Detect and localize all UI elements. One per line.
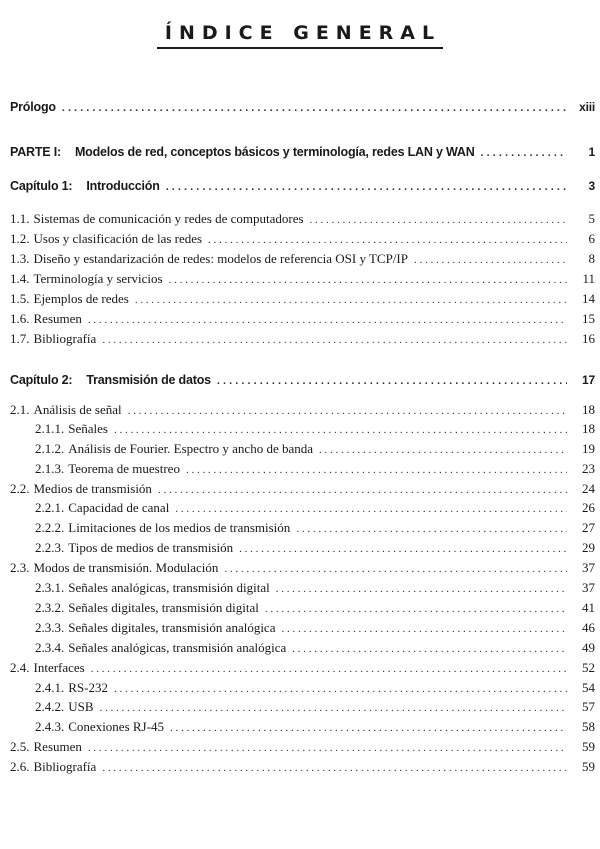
entry-title: Señales analógicas, transmisión digital (68, 580, 270, 595)
page-number: 49 (582, 640, 595, 655)
toc-subsection-entry[interactable] (10, 678, 595, 698)
entry-number: 2.3.4. (35, 640, 65, 655)
entry-title: Prólogo (10, 100, 56, 114)
toc-heading-entry[interactable] (10, 142, 595, 162)
toc-section-entry[interactable] (10, 329, 595, 349)
entry-title: Usos y clasificación de las redes (33, 231, 203, 246)
entry-title: Transmisión de datos (86, 373, 211, 387)
toc-subsection-entry[interactable] (10, 638, 595, 658)
entry-title: USB (68, 699, 94, 714)
page-number: 37 (582, 560, 595, 575)
dot-leader (217, 370, 567, 390)
toc-section-entry[interactable] (10, 658, 595, 678)
toc-subsection-entry[interactable] (10, 697, 595, 717)
entry-title: Señales analógicas, transmisión analógica (68, 640, 287, 655)
entry-number: 2.3.1. (35, 580, 65, 595)
entry-title: Interfaces (33, 660, 85, 675)
page-number: 59 (582, 739, 595, 754)
entry-number: 2.3.2. (35, 600, 65, 615)
page-number: 54 (582, 680, 595, 695)
entry-number: 2.1.1. (35, 421, 65, 436)
page-number: 11 (582, 271, 595, 286)
entry-number: Capítulo 1: (10, 179, 73, 193)
entry-number: 2.1.2. (35, 441, 65, 456)
page-number: 14 (582, 291, 595, 306)
entry-title: Sistemas de comunicación y redes de computadores (33, 211, 304, 226)
dot-leader (100, 697, 567, 717)
page-number: 37 (582, 580, 595, 595)
toc-subsection-entry[interactable] (10, 518, 595, 538)
entry-number: 1.1. (10, 211, 30, 226)
page-number: 1 (588, 145, 595, 159)
dot-leader (135, 289, 567, 309)
toc-subsection-entry[interactable] (10, 439, 595, 459)
entry-number: 2.2. (10, 481, 30, 496)
dot-leader (414, 249, 567, 269)
dot-leader (102, 329, 567, 349)
toc-section-entry[interactable] (10, 209, 595, 229)
entry-number: 2.2.2. (35, 520, 65, 535)
page-number: 59 (582, 759, 595, 774)
dot-leader (158, 479, 567, 499)
toc-subsection-entry[interactable] (10, 538, 595, 558)
entry-number: 2.4.1. (35, 680, 65, 695)
entry-number: 2.4. (10, 660, 30, 675)
entry-title: Introducción (86, 179, 160, 193)
dot-leader (239, 538, 567, 558)
toc-subsection-entry[interactable] (10, 598, 595, 618)
entry-title: Análisis de Fourier. Espectro y ancho de banda (68, 441, 314, 456)
dot-leader (186, 459, 567, 479)
page-number: 18 (582, 421, 595, 436)
dot-leader (276, 578, 567, 598)
page-number: 8 (588, 251, 595, 266)
dot-leader (224, 558, 567, 578)
page-number: 27 (582, 520, 595, 535)
entry-number: 1.2. (10, 231, 30, 246)
dot-leader (481, 142, 567, 162)
dot-leader (88, 309, 567, 329)
entry-title: Teorema de muestreo (68, 461, 180, 476)
toc-heading-entry[interactable] (10, 370, 595, 390)
dot-leader (170, 717, 567, 737)
page-number: 52 (582, 660, 595, 675)
entry-title: Medios de transmisión (33, 481, 152, 496)
dot-leader (114, 678, 567, 698)
entry-number: PARTE I: (10, 145, 61, 159)
entry-title: Diseño y estandarización de redes: modelos de referencia OSI y TCP/IP (33, 251, 408, 266)
entry-title: Conexiones RJ-45 (68, 719, 164, 734)
toc-section-entry[interactable] (10, 309, 595, 329)
dot-leader (128, 400, 567, 420)
entry-title: Terminología y servicios (33, 271, 163, 286)
dot-leader (296, 518, 567, 538)
page-title: ÍNDICE GENERAL (157, 22, 443, 49)
page-number: 46 (582, 620, 595, 635)
entry-number: 2.6. (10, 759, 30, 774)
entry-number: 2.4.2. (35, 699, 65, 714)
entry-number: 1.6. (10, 311, 30, 326)
entry-title: Señales (68, 421, 108, 436)
toc-section-entry[interactable] (10, 479, 595, 499)
dot-leader (102, 757, 567, 777)
entry-number: 1.7. (10, 331, 30, 346)
toc-heading-entry[interactable] (10, 176, 595, 196)
toc-subsection-entry[interactable] (10, 717, 595, 737)
page-number: 5 (588, 211, 595, 226)
entry-title: Tipos de medios de transmisión (68, 540, 234, 555)
toc-heading-entry[interactable] (10, 97, 595, 117)
entry-number: 2.1. (10, 402, 30, 417)
toc-section-entry[interactable] (10, 269, 595, 289)
dot-leader (169, 269, 567, 289)
toc-section-entry[interactable] (10, 737, 595, 757)
entry-number: 2.2.3. (35, 540, 65, 555)
page-number: 41 (582, 600, 595, 615)
toc-section-entry[interactable] (10, 757, 595, 777)
entry-title: Limitaciones de los medios de transmisión (68, 520, 291, 535)
entry-title: Bibliografía (33, 331, 97, 346)
toc-subsection-entry[interactable] (10, 578, 595, 598)
dot-leader (265, 598, 567, 618)
entry-number: Capítulo 2: (10, 373, 73, 387)
entry-title: Ejemplos de redes (33, 291, 129, 306)
toc-subsection-entry[interactable] (10, 419, 595, 439)
toc-section-entry[interactable] (10, 229, 595, 249)
dot-leader (292, 638, 567, 658)
dot-leader (208, 229, 567, 249)
entry-title: Señales digitales, transmisión analógica (68, 620, 276, 635)
dot-leader (319, 439, 567, 459)
dot-leader (281, 618, 567, 638)
toc-subsection-entry[interactable] (10, 498, 595, 518)
page-number: 16 (582, 331, 595, 346)
page-number: 19 (582, 441, 595, 456)
toc-subsection-entry[interactable] (10, 618, 595, 638)
toc-section-entry[interactable] (10, 400, 595, 420)
entry-number: 2.5. (10, 739, 30, 754)
entry-number: 2.3.3. (35, 620, 65, 635)
entry-number: 1.5. (10, 291, 30, 306)
toc-section-entry[interactable] (10, 558, 595, 578)
page-number: 57 (582, 699, 595, 714)
dot-leader (175, 498, 567, 518)
entry-number: 1.4. (10, 271, 30, 286)
entry-title: Resumen (33, 739, 82, 754)
entry-title: Modelos de red, conceptos básicos y terminología, redes LAN y WAN (74, 145, 475, 159)
toc-subsection-entry[interactable] (10, 459, 595, 479)
dot-leader (88, 737, 567, 757)
page-number: 29 (582, 540, 595, 555)
entry-number: 2.2.1. (35, 500, 65, 515)
dot-leader (91, 658, 567, 678)
toc-section-entry[interactable] (10, 289, 595, 309)
page-number: 23 (582, 461, 595, 476)
entry-title: Señales digitales, transmisión digital (68, 600, 259, 615)
entry-number: 1.3. (10, 251, 30, 266)
page-number: 18 (582, 402, 595, 417)
entry-number: 2.3. (10, 560, 30, 575)
dot-leader (62, 97, 567, 117)
entry-title: Análisis de señal (33, 402, 122, 417)
entry-title: Modos de transmisión. Modulación (33, 560, 219, 575)
entry-title: RS-232 (68, 680, 108, 695)
page-number: 26 (582, 500, 595, 515)
entry-title: Bibliografía (33, 759, 97, 774)
entry-number: 2.1.3. (35, 461, 65, 476)
dot-leader (310, 209, 567, 229)
entry-title: Capacidad de canal (68, 500, 170, 515)
toc-section-entry[interactable] (10, 249, 595, 269)
page-number: xiii (579, 100, 595, 114)
dot-leader (166, 176, 567, 196)
dot-leader (114, 419, 567, 439)
entry-title: Resumen (33, 311, 82, 326)
page-number: 58 (582, 719, 595, 734)
title-area (0, 22, 600, 49)
page-number: 24 (582, 481, 595, 496)
page-number: 3 (588, 179, 595, 193)
entry-number: 2.4.3. (35, 719, 65, 734)
page-number: 17 (582, 373, 595, 387)
page-number: 15 (582, 311, 595, 326)
page-number: 6 (588, 231, 595, 246)
